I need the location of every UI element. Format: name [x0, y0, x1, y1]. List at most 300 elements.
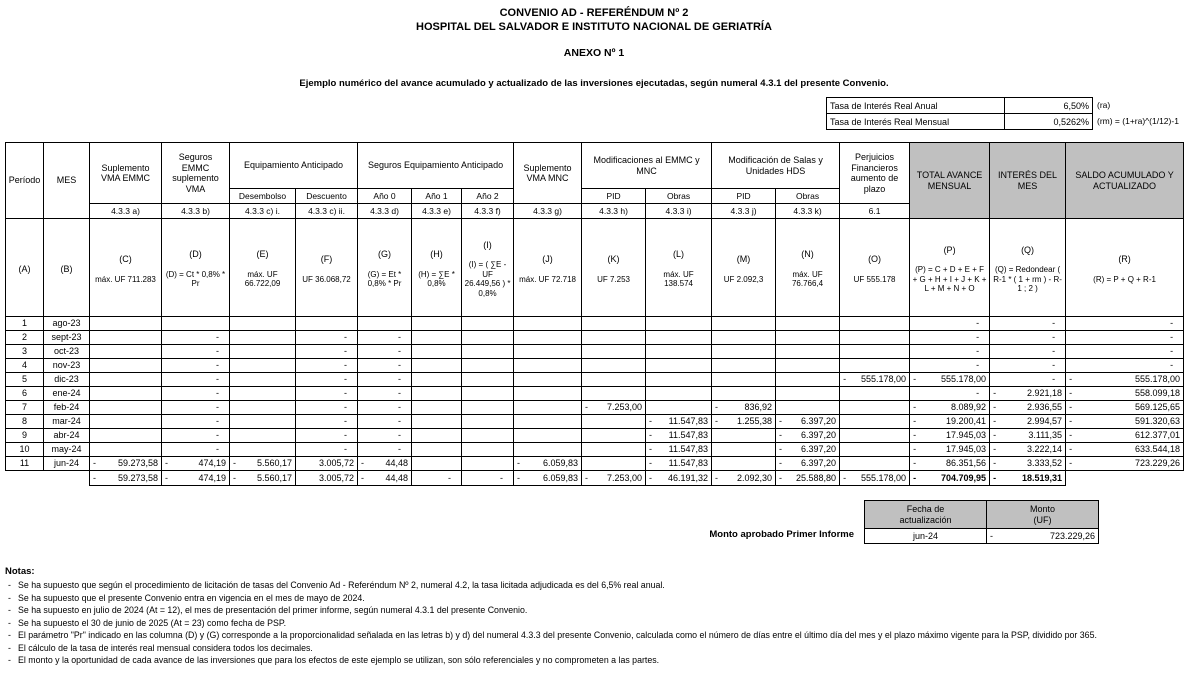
numeral-cell: 4.3.3 c) i. [230, 204, 296, 219]
amount-cell [646, 331, 712, 345]
col-header-periodo: Período [6, 143, 44, 219]
amount-cell: - 2.921,18 [990, 387, 1066, 401]
subheader-desembolso: Desembolso [230, 189, 296, 204]
table-row [6, 401, 1184, 415]
total-cell: - 59.273,58 [90, 471, 162, 486]
amount-cell [230, 331, 296, 345]
mes-cell: jun-24 [44, 457, 90, 471]
amount-cell [712, 443, 776, 457]
amount-cell: - 5.560,17 [230, 457, 296, 471]
approved-col-fecha: Fecha de actualización [865, 501, 987, 529]
col-header-perjuicios-financieros: Perjuicios Financieros aumento de plazo [840, 143, 910, 204]
amount-cell [90, 331, 162, 345]
col-header-suplemento-vma-emmc: Suplemento VMA EMMC [90, 143, 162, 204]
letter-formula-cell: (N) máx. UF 76.766,4 [776, 219, 840, 317]
amount-cell [840, 317, 910, 331]
monthly-rate-row [827, 114, 1093, 130]
amount-cell [840, 429, 910, 443]
periodo-cell: 1 [6, 317, 44, 331]
amount-cell: - [296, 387, 358, 401]
doc-anexo-title: ANEXO Nº 1 [563, 47, 625, 59]
notes-title: Notas: [5, 566, 35, 577]
numeral-cell: 4.3.3 j) [712, 204, 776, 219]
amount-cell [776, 373, 840, 387]
approved-amount-label: Monto aprobado Primer Informe [709, 529, 854, 540]
total-cell: - 2.092,30 [712, 471, 776, 486]
annual-rate-value: 6,50% [1005, 98, 1093, 114]
numeral-cell: 4.3.3 f) [462, 204, 514, 219]
investment-progress-table [5, 142, 1184, 486]
amount-cell [412, 345, 462, 359]
mes-cell: oct-23 [44, 345, 90, 359]
amount-cell [646, 401, 712, 415]
amount-cell [462, 387, 514, 401]
amount-cell [230, 345, 296, 359]
amount-cell: - [162, 373, 230, 387]
col-header-seguros-equipamiento: Seguros Equipamiento Anticipado [358, 143, 514, 189]
amount-cell: - 6.059,83 [514, 457, 582, 471]
subheader-descuento: Descuento [296, 189, 358, 204]
amount-cell [462, 457, 514, 471]
notes-section [5, 566, 1183, 666]
note-item: - Se ha supuesto en julio de 2024 (At = 12), el mes de presentación del primer informe, según numeral 4.3.1 del presente Convenio. [8, 605, 528, 615]
amount-cell: - 11.547,83 [646, 415, 712, 429]
amount-cell: - 6.397,20 [776, 443, 840, 457]
amount-cell: - [162, 331, 230, 345]
subheader-obras-salas: Obras [776, 189, 840, 204]
doc-title-line2: HOSPITAL DEL SALVADOR E INSTITUTO NACIONAL DE GERIATRÍA [416, 21, 772, 33]
amount-cell [582, 429, 646, 443]
amount-cell: - 86.351,56 [910, 457, 990, 471]
amount-cell [646, 373, 712, 387]
amount-cell: - [990, 345, 1066, 359]
amount-cell: - 723.229,26 [1066, 457, 1184, 471]
amount-cell: - [296, 401, 358, 415]
amount-cell [230, 415, 296, 429]
letter-formula-cell: (D) (D) = Ct * 0,8% * Pr [162, 219, 230, 317]
amount-cell: - 17.945,03 [910, 443, 990, 457]
amount-cell: - 7.253,00 [582, 401, 646, 415]
amount-cell [776, 359, 840, 373]
col-header-mes: MES [44, 143, 90, 219]
note-item: - Se ha supuesto que el presente Convenio entra en vigencia en el mes de mayo de 2024. [8, 592, 365, 603]
amount-cell: - [358, 359, 412, 373]
amount-cell [462, 443, 514, 457]
notes-list [5, 580, 1183, 666]
amount-cell: - [910, 345, 990, 359]
header-group-row [6, 143, 1184, 189]
letter-formula-cell: (I) (I) = ( ∑E - UF 26.449,56 ) * 0,8% [462, 219, 514, 317]
amount-cell [712, 387, 776, 401]
periodo-cell: 2 [6, 331, 44, 345]
letter-formula-cell: (C) máx. UF 711.283 [90, 219, 162, 317]
letter-formula-cell: (H) (H) = ∑E * 0,8% [412, 219, 462, 317]
amount-cell [90, 387, 162, 401]
amount-cell [514, 401, 582, 415]
amount-cell [412, 387, 462, 401]
document-header [5, 6, 1183, 60]
col-header-equipamiento-anticipado: Equipamiento Anticipado [230, 143, 358, 189]
note-item: - Se ha supuesto el 30 de junio de 2025 (At = 23) como fecha de PSP. [8, 617, 287, 628]
amount-cell [514, 331, 582, 345]
annual-rate-label: Tasa de Interés Real Anual [827, 98, 1005, 114]
amount-cell: 3.005,72 [296, 457, 358, 471]
amount-cell: - [1066, 359, 1184, 373]
amount-cell: - [990, 373, 1066, 387]
amount-cell [90, 415, 162, 429]
amount-cell: - 3.222,14 [990, 443, 1066, 457]
approved-col-monto: Monto (UF) [987, 501, 1099, 529]
amount-cell: - 591.320,63 [1066, 415, 1184, 429]
monthly-rate-value: 0,5262% [1005, 114, 1093, 130]
amount-cell [514, 415, 582, 429]
amount-cell: - [990, 331, 1066, 345]
total-cell: - 555.178,00 [840, 471, 910, 486]
numeral-cell: 4.3.3 a) [90, 204, 162, 219]
col-header-seguros-emmc: Seguros EMMC suplemento VMA [162, 143, 230, 204]
amount-cell [514, 387, 582, 401]
subheader-pid-emmc: PID [582, 189, 646, 204]
empty-cell [6, 471, 44, 486]
periodo-cell: 11 [6, 457, 44, 471]
doc-subtitle: Ejemplo numérico del avance acumulado y actualizado de las inversiones ejecutadas, según numeral 4.3.1 del presente Convenio. [299, 78, 889, 89]
amount-cell [582, 387, 646, 401]
amount-cell [412, 317, 462, 331]
amount-cell: - 2.936,55 [990, 401, 1066, 415]
amount-cell: - [990, 317, 1066, 331]
total-cell: - [412, 471, 462, 486]
amount-cell: - [296, 415, 358, 429]
amount-cell [840, 387, 910, 401]
amount-cell [712, 345, 776, 359]
letter-formula-cell: (J) máx. UF 72.718 [514, 219, 582, 317]
amount-cell: - [296, 429, 358, 443]
periodo-cell: 10 [6, 443, 44, 457]
table-row [6, 331, 1184, 345]
letter-formula-cell: (G) (G) = Et * 0,8% * Pr [358, 219, 412, 317]
amount-cell [776, 387, 840, 401]
amount-cell [230, 373, 296, 387]
amount-cell: - [296, 331, 358, 345]
amount-cell [412, 443, 462, 457]
amount-cell [712, 359, 776, 373]
numeral-cell: 4.3.3 k) [776, 204, 840, 219]
mes-cell: dic-23 [44, 373, 90, 387]
amount-cell [582, 415, 646, 429]
periodo-cell: 5 [6, 373, 44, 387]
amount-cell: - [358, 373, 412, 387]
amount-cell: - [990, 359, 1066, 373]
amount-cell [514, 359, 582, 373]
table-row [6, 387, 1184, 401]
amount-cell [412, 401, 462, 415]
total-cell: - 44,48 [358, 471, 412, 486]
amount-cell [712, 457, 776, 471]
table-row [6, 457, 1184, 471]
amount-cell [90, 373, 162, 387]
empty-cell [44, 471, 90, 486]
amount-cell [412, 415, 462, 429]
col-header-suplemento-vma-mnc: Suplemento VMA MNC [514, 143, 582, 204]
amount-cell: - 11.547,83 [646, 457, 712, 471]
amount-cell: - 1.255,38 [712, 415, 776, 429]
amount-cell: - 44,48 [358, 457, 412, 471]
amount-cell: - 3.333,52 [990, 457, 1066, 471]
amount-cell: - 555.178,00 [910, 373, 990, 387]
amount-cell: - 555.178,00 [840, 373, 910, 387]
amount-cell: - 558.099,18 [1066, 387, 1184, 401]
col-header-modificacion-salas-hds: Modificación de Salas y Unidades HDS [712, 143, 840, 189]
empty-cell [1066, 471, 1184, 486]
total-cell: - 5.560,17 [230, 471, 296, 486]
amount-cell: - [162, 401, 230, 415]
amount-cell [840, 443, 910, 457]
letter-formula-cell: (P) (P) = C + D + E + F + G + H + I + J + K + L + M + N + O [910, 219, 990, 317]
amount-cell [514, 373, 582, 387]
numeral-cell: 4.3.3 b) [162, 204, 230, 219]
amount-cell [712, 317, 776, 331]
amount-cell [462, 359, 514, 373]
approved-date: jun-24 [865, 529, 987, 544]
letter-formula-cell: (L) máx. UF 138.574 [646, 219, 712, 317]
table-row [6, 415, 1184, 429]
amount-cell [776, 331, 840, 345]
amount-cell [840, 331, 910, 345]
amount-cell: - 836,92 [712, 401, 776, 415]
amount-cell: - [162, 345, 230, 359]
amount-cell [776, 317, 840, 331]
amount-cell [582, 443, 646, 457]
amount-cell [514, 429, 582, 443]
amount-cell: - [162, 429, 230, 443]
col-header-interes-del-mes: INTERÉS DEL MES [990, 143, 1066, 219]
letters-formulas-row [6, 219, 1184, 317]
approved-header-row [865, 501, 1099, 529]
numeral-cell: 4.3.3 d) [358, 204, 412, 219]
amount-cell: - 569.125,65 [1066, 401, 1184, 415]
col-header-modificaciones-emmc-mnc: Modificaciones al EMMC y MNC [582, 143, 712, 189]
amount-cell: - 3.111,35 [990, 429, 1066, 443]
amount-cell [230, 429, 296, 443]
letter-formula-cell: (B) [44, 219, 90, 317]
amount-cell [230, 359, 296, 373]
numeral-cell: 4.3.3 e) [412, 204, 462, 219]
amount-cell [462, 373, 514, 387]
mes-cell: ago-23 [44, 317, 90, 331]
amount-cell [230, 443, 296, 457]
letter-formula-cell: (R) (R) = P + Q + R-1 [1066, 219, 1184, 317]
amount-cell [90, 359, 162, 373]
subheader-pid-salas: PID [712, 189, 776, 204]
approved-amount: - 723.229,26 [987, 529, 1099, 544]
amount-cell: - 633.544,18 [1066, 443, 1184, 457]
note-item: - Se ha supuesto que según el procedimiento de licitación de tasas del Convenio Ad - Referéndum Nº 2, numeral 4.2, la tasa licitada adjudicada es del 6,5% real anual. [8, 580, 665, 590]
mes-cell: ene-24 [44, 387, 90, 401]
amount-cell [412, 331, 462, 345]
amount-cell: - [358, 401, 412, 415]
amount-cell [646, 387, 712, 401]
subheader-ano-2: Año 2 [462, 189, 514, 204]
letter-formula-cell: (K) UF 7.253 [582, 219, 646, 317]
amount-cell [514, 317, 582, 331]
amount-cell: - [910, 359, 990, 373]
monthly-rate-note: (rm) = (1+ra)^(1/12)-1 [1097, 116, 1179, 126]
col-header-saldo-acumulado: SALDO ACUMULADO Y ACTUALIZADO [1066, 143, 1184, 219]
amount-cell [840, 457, 910, 471]
letter-formula-cell: (F) UF 36.068,72 [296, 219, 358, 317]
amount-cell: - 19.200,41 [910, 415, 990, 429]
amount-cell [582, 345, 646, 359]
periodo-cell: 6 [6, 387, 44, 401]
subheader-obras-emmc: Obras [646, 189, 712, 204]
amount-cell [412, 457, 462, 471]
amount-cell: - 17.945,03 [910, 429, 990, 443]
numeral-cell: 6.1 [840, 204, 910, 219]
subheader-ano-1: Año 1 [412, 189, 462, 204]
letter-formula-cell: (Q) (Q) = Redondear ( R-1 * ( 1 + rm ) - R-1 ; 2 ) [990, 219, 1066, 317]
note-item: - El monto y la oportunidad de cada avance de las inversiones que para los efectos de este ejemplo se utilizan, son sólo referenciales y no comprometen a las partes. [8, 655, 660, 665]
amount-cell [582, 359, 646, 373]
amount-cell: - [1066, 345, 1184, 359]
amount-cell: - 11.547,83 [646, 429, 712, 443]
mes-cell: feb-24 [44, 401, 90, 415]
amount-cell [840, 415, 910, 429]
amount-cell: - [358, 345, 412, 359]
total-cell: - 46.191,32 [646, 471, 712, 486]
amount-cell [412, 373, 462, 387]
mes-cell: may-24 [44, 443, 90, 457]
amount-cell: - [358, 415, 412, 429]
amount-cell: - [910, 387, 990, 401]
amount-cell [582, 331, 646, 345]
total-cell: 3.005,72 [296, 471, 358, 486]
letter-formula-cell: (O) UF 555.178 [840, 219, 910, 317]
amount-cell: - [162, 443, 230, 457]
amount-cell: - 6.397,20 [776, 457, 840, 471]
amount-cell: - 474,19 [162, 457, 230, 471]
amount-cell: - [296, 373, 358, 387]
amount-cell: - [162, 415, 230, 429]
amount-cell [90, 317, 162, 331]
amount-cell [296, 317, 358, 331]
amount-cell [646, 359, 712, 373]
amount-cell [646, 317, 712, 331]
amount-cell: - 555.178,00 [1066, 373, 1184, 387]
numeral-cell: 4.3.3 c) ii. [296, 204, 358, 219]
numeral-cell: 4.3.3 h) [582, 204, 646, 219]
amount-cell: - [910, 331, 990, 345]
letter-formula-cell: (A) [6, 219, 44, 317]
amount-cell [582, 373, 646, 387]
table-row [6, 359, 1184, 373]
amount-cell: - [296, 359, 358, 373]
amount-cell [712, 373, 776, 387]
doc-title-line1: CONVENIO AD - REFERÉNDUM Nº 2 [499, 7, 689, 19]
amount-cell [514, 443, 582, 457]
amount-cell [412, 359, 462, 373]
periodo-cell: 3 [6, 345, 44, 359]
amount-cell: - [358, 331, 412, 345]
amount-cell [90, 345, 162, 359]
amount-cell [90, 443, 162, 457]
amount-cell [514, 345, 582, 359]
amount-cell [462, 415, 514, 429]
monthly-rate-label: Tasa de Interés Real Mensual [827, 114, 1005, 130]
amount-cell [840, 401, 910, 415]
amount-cell [840, 359, 910, 373]
amount-cell [582, 457, 646, 471]
amount-cell [462, 345, 514, 359]
amount-cell: - 8.089,92 [910, 401, 990, 415]
amount-cell [776, 401, 840, 415]
mes-cell: abr-24 [44, 429, 90, 443]
amount-cell: - 2.994,57 [990, 415, 1066, 429]
approved-value-row [865, 529, 1099, 544]
mes-cell: nov-23 [44, 359, 90, 373]
amount-cell [358, 317, 412, 331]
amount-cell [712, 429, 776, 443]
amount-cell: - [296, 345, 358, 359]
note-item: - El cálculo de la tasa de interés real mensual considera todos los decimales. [8, 642, 313, 653]
amount-cell [230, 317, 296, 331]
mes-cell: mar-24 [44, 415, 90, 429]
table-row [6, 429, 1184, 443]
periodo-cell: 7 [6, 401, 44, 415]
numeral-cell: 4.3.3 g) [514, 204, 582, 219]
table-row [6, 443, 1184, 457]
table-row [6, 345, 1184, 359]
numeral-cell: 4.3.3 i) [646, 204, 712, 219]
periodo-cell: 8 [6, 415, 44, 429]
subheader-ano-0: Año 0 [358, 189, 412, 204]
amount-cell [412, 429, 462, 443]
amount-cell [776, 345, 840, 359]
amount-cell: - 59.273,58 [90, 457, 162, 471]
amount-cell [646, 345, 712, 359]
amount-cell [462, 401, 514, 415]
amount-cell: - [1066, 331, 1184, 345]
amount-cell: - [162, 387, 230, 401]
total-cell: - 704.709,95 [910, 471, 990, 486]
total-cell: - 6.059,83 [514, 471, 582, 486]
amount-cell: - 6.397,20 [776, 415, 840, 429]
amount-cell [582, 317, 646, 331]
letter-formula-cell: (M) UF 2.092,3 [712, 219, 776, 317]
amount-cell [162, 317, 230, 331]
amount-cell [712, 331, 776, 345]
interest-rates-section [5, 97, 1183, 130]
note-item: - El parámetro "Pr" indicado en las columna (D) y (G) corresponde a la proporcionalidad señalada en las letras b) y d) del numeral 4.3.3 del presente Convenio, calculada como el número de días entre el último día del mes y el plazo máximo vigente para la PSP, dividido por 365. [8, 630, 1097, 640]
total-cell: - 474,19 [162, 471, 230, 486]
total-cell: - 7.253,00 [582, 471, 646, 486]
amount-cell: - [358, 387, 412, 401]
approved-amount-box [864, 500, 1099, 544]
amount-cell: - [296, 443, 358, 457]
amount-cell [462, 331, 514, 345]
amount-cell: - [910, 317, 990, 331]
amount-cell: - 612.377,01 [1066, 429, 1184, 443]
letter-formula-cell: (E) máx. UF 66.722,09 [230, 219, 296, 317]
interest-rates-table [826, 97, 1093, 130]
total-cell: - 25.588,80 [776, 471, 840, 486]
approved-amount-section [5, 500, 1183, 544]
rate-formula-notes [1093, 97, 1183, 130]
table-row [6, 317, 1184, 331]
amount-cell [462, 429, 514, 443]
annual-rate-row [827, 98, 1093, 114]
amount-cell [840, 345, 910, 359]
periodo-cell: 4 [6, 359, 44, 373]
